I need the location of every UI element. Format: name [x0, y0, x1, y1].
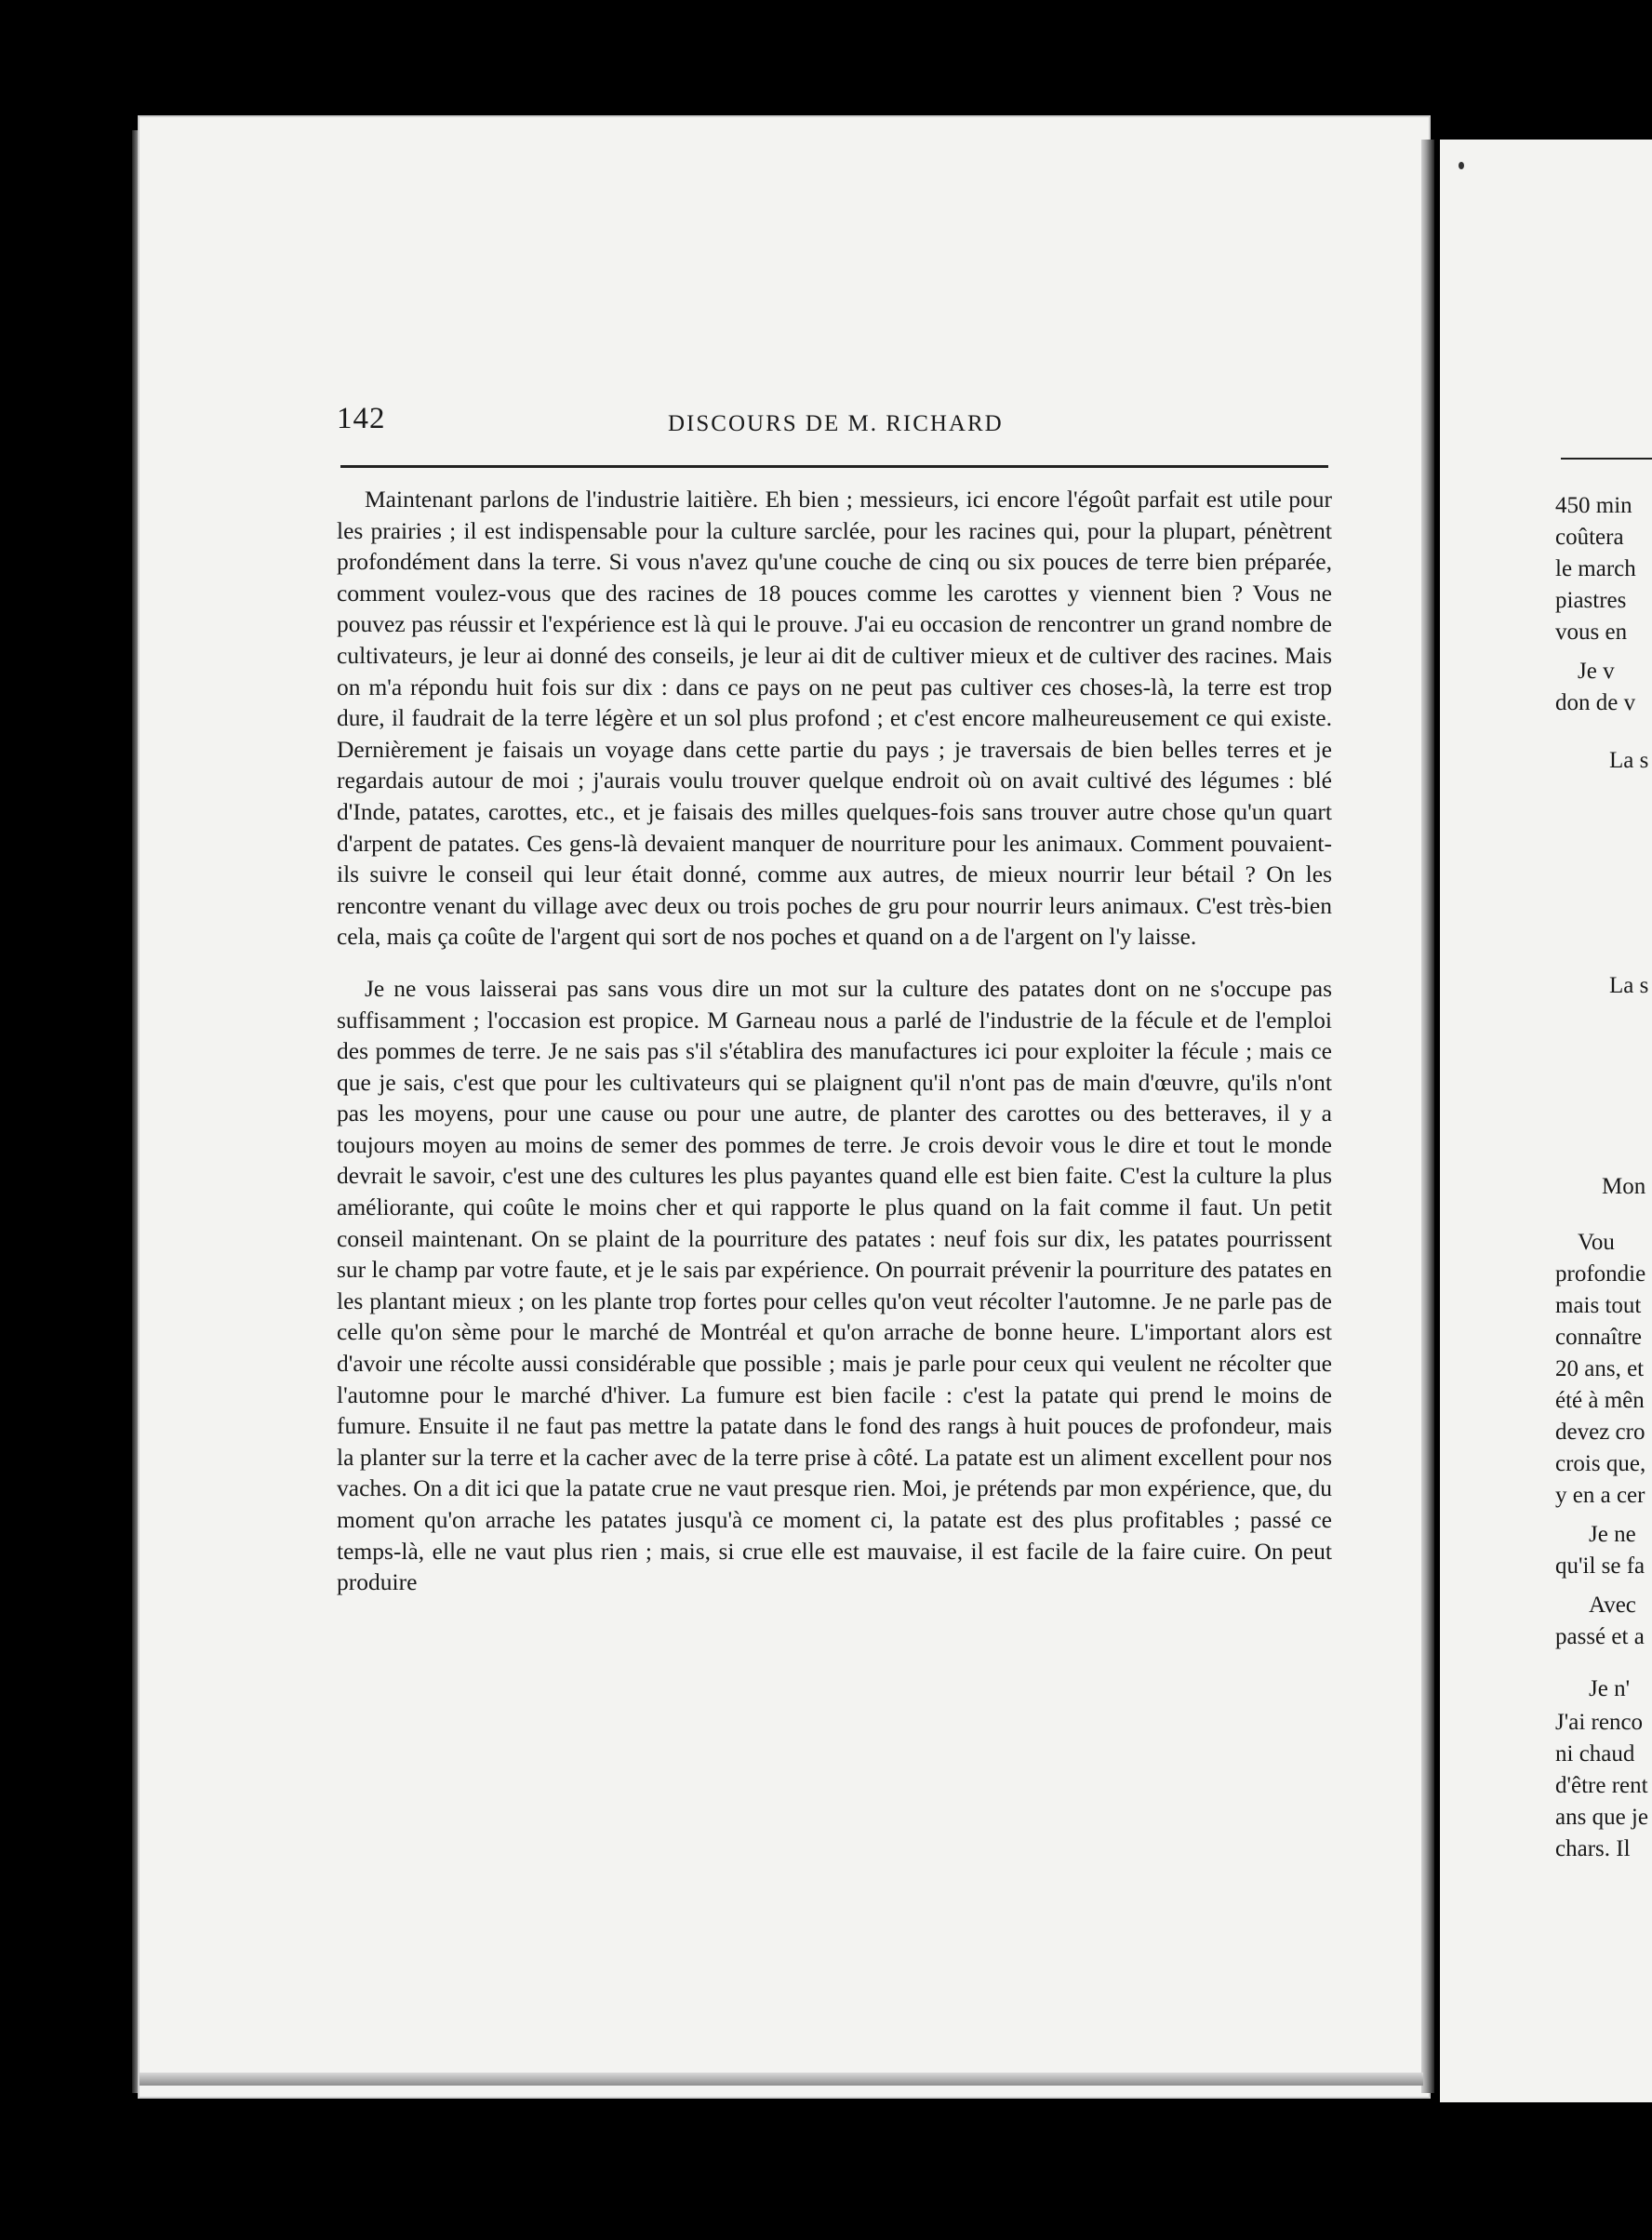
page-header: [337, 402, 1332, 448]
running-head: DISCOURS DE M. RICHARD: [668, 411, 1004, 436]
page-bottom-edge: [140, 2073, 1423, 2086]
facing-line: profondie: [1555, 1261, 1646, 1287]
facing-line: crois que,: [1555, 1451, 1646, 1476]
facing-line: La s: [1609, 973, 1649, 998]
facing-line: La s: [1609, 748, 1649, 773]
facing-line: le march: [1555, 556, 1636, 581]
facing-line: Je ne: [1589, 1522, 1636, 1547]
facing-line: Je v: [1578, 659, 1615, 684]
facing-line: don de v: [1555, 690, 1636, 715]
facing-line: Mon: [1602, 1174, 1646, 1199]
facing-page: [1440, 140, 1652, 2102]
facing-line: 20 ans, et: [1555, 1356, 1645, 1381]
paragraph-dairy: Maintenant parlons de l'industrie laitière. Eh bien ; messieurs, ici encore l'égoût parfait est utile pour les prairies ; il est indispensable pour la culture sarclée, pour les racines qui, pour la plupart, pénètrent profondément dans la terre. Si vous n'avez qu'une couche de cinq ou six pouces de terre bien préparée, comment voulez-vous que des racines de 18 pouces comme les carottes y viennent bien ? Vous ne pouvez pas réussir et l'expérience est là qui le prouve. J'ai eu occasion de rencontrer un grand nombre de cultivateurs, je leur ai donné des conseils, je leur ai dit de cultiver mieux et de cultiver des racines. Mais on m'a répondu huit fois sur dix : dans ce pays on ne peut pas cultiver ces choses-là, la terre est trop dure, il faudrait de la terre légère et un sol plus profond ; et c'est encore malheureusement ce qui existe. Dernièrement je faisais un voyage dans cette partie du pays ; je traversais de bien belles terres et je regardais autour de moi ; j'aurais voulu trouver quelque endroit où on avait cultivé des légumes : blé d'Inde, patates, carottes, etc., et je faisais des milles quelques-fois sans trouver autre chose qu'un quart d'arpent de patates. Ces gens-là devaient manquer de nourriture pour les animaux. Comment pouvaient-ils suivre le conseil qui leur était donné, comme aux autres, de mieux nourrir leur bétail ? On les rencontre venant du village avec deux ou trois poches de gru pour nourrir leurs animaux. C'est très-bien cela, mais ça coûte de l'argent qui sort de nos poches et quand on a de l'argent on l'y laisse.: [337, 486, 1332, 951]
facing-header-rule: [1561, 458, 1652, 460]
paragraph-potatoes: Je ne vous laisserai pas sans vous dire un mot sur la culture des patates dont on ne s'occupe pas suffisamment ; l'occasion est propice. M Garneau nous a parlé de l'industrie de la fécule et de l'emploi des pommes de terre. Je ne sais pas s'il s'établira des manufactures ici pour exploiter la fécule ; mais ce que je sais, c'est que pour les cultivateurs qui se plaignent qu'il n'ont pas de main d'œuvre, qu'ils n'ont pas les moyens, pour une cause ou pour une autre, de planter des carottes ou des betteraves, il y a toujours moyen au moins de semer des pommes de terre. Je crois devoir vous le dire et tout le monde devrait le savoir, c'est une des cultures les plus payantes quand elle est bien faite. C'est la culture la plus améliorante, qui coûte le moins cher et qui rapporte le plus quand on la fait comme il faut. Un petit conseil maintenant. On se plaint de la pourriture des patates : neuf fois sur dix, les patates pourrissent sur le champ par votre faute, et je le sais par expérience. On pourrait prévenir la pourriture des patates en les plantant mieux ; on les plante trop fortes pour celles qu'on veut récolter l'automne. Je ne parle pas de celle qu'on sème pour le marché de Montréal et qu'on arrache de bonne heure. L'important alors est d'avoir une récolte aussi considérable que possible ; mais je parle pour ceux qui veulent ne récolter que l'automne pour le marché d'hiver. La fumure est bien facile : c'est la patate qui prend le moins de fumure. Ensuite il ne faut pas mettre la patate dans le fond des rangs à huit pouces de profondeur, mais la planter sur la terre et la cacher avec de la terre prise à côté. La patate est un aliment excellent pour nos vaches. On a dit ici que la patate crue ne vaut presque rien. Moi, je prétends par mon expérience, que, du moment qu'on arrache les patates jusqu'à ce moment ci, la patate est des plus profitables ; passé ce temps-là, elle ne vaut plus rien ; mais, si crue elle est mauvaise, il est facile de la faire cuire. On peut produire: [337, 974, 1332, 1596]
facing-line: devez cro: [1555, 1420, 1645, 1445]
header-rule: [340, 465, 1328, 468]
scan-speck: [1459, 162, 1464, 169]
facing-line: ni chaud: [1555, 1741, 1635, 1767]
facing-line: 450 min: [1555, 493, 1632, 518]
facing-line: passé et a: [1555, 1624, 1645, 1649]
facing-line: mais tout: [1555, 1293, 1642, 1318]
body-text: [337, 484, 1332, 1598]
facing-line: connaître: [1555, 1325, 1643, 1350]
facing-line: coûtera: [1555, 525, 1624, 550]
facing-line: J'ai renco: [1555, 1710, 1644, 1735]
facing-line: qu'il se fa: [1555, 1553, 1645, 1579]
facing-line: chars. Il: [1555, 1836, 1631, 1861]
facing-line: y en a cer: [1555, 1483, 1645, 1508]
page-gutter-shadow: [1421, 140, 1434, 2093]
page-number: 142: [337, 402, 386, 435]
facing-line: piastres: [1555, 588, 1627, 613]
facing-line: été à mên: [1555, 1388, 1645, 1413]
facing-line: Vou: [1578, 1230, 1615, 1255]
facing-line: vous en: [1555, 620, 1628, 645]
facing-line: Je n': [1589, 1676, 1631, 1701]
facing-line: Avec: [1589, 1593, 1636, 1618]
facing-line: d'être rent: [1555, 1773, 1648, 1798]
facing-line: ans que je: [1555, 1805, 1648, 1830]
